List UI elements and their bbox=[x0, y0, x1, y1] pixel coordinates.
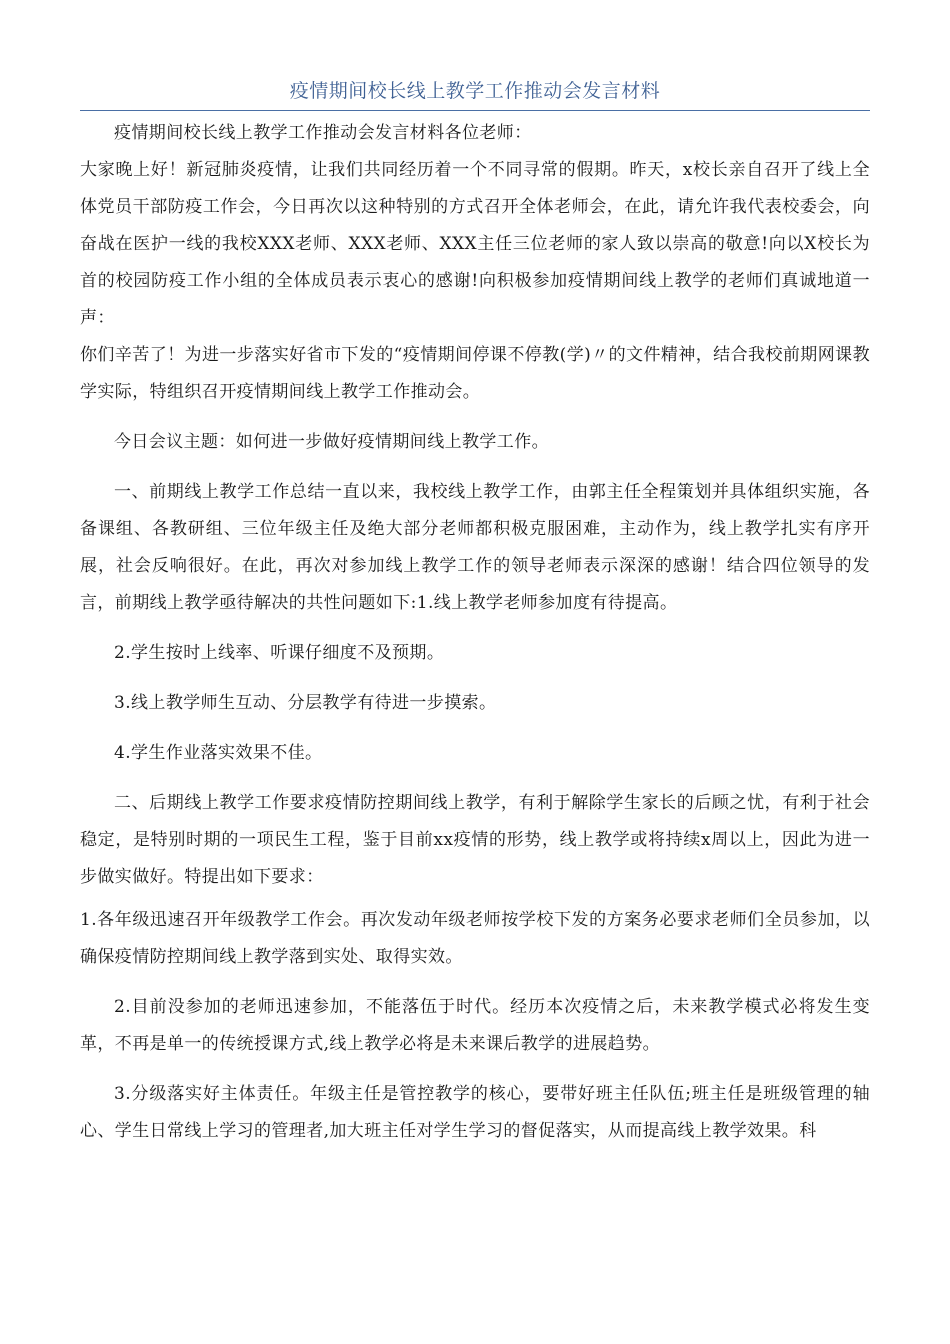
paragraph-thanks: 你们辛苦了！为进一步落实好省市下发的“疫情期间停课不停教(学)〃的文件精神，结合我校前期网课教学实际，特组织召开疫情期间线上教学工作推动会。 bbox=[80, 345, 870, 402]
paragraph-requirement-1: 1.各年级迅速召开年级教学工作会。再次发动年级老师按学校下发的方案务必要求老师们全员参加，以确保疫情防控期间线上教学落到实处、取得实效。 bbox=[80, 910, 870, 967]
paragraph-problem-3: 3.线上教学师生互动、分层教学有待进一步摸索。 bbox=[114, 693, 497, 713]
paragraph-requirement-3: 3.分级落实好主体责任。年级主任是管控教学的核心，要带好班主任队伍;班主任是班级管理的轴心、学生日常线上学习的管理者,加大班主任对学生学习的督促落实，从而提高线上教学效果。科 bbox=[80, 1084, 870, 1141]
document-body bbox=[80, 115, 870, 1150]
paragraph-theme: 今日会议主题：如何进一步做好疫情期间线上教学工作。 bbox=[114, 432, 549, 452]
paragraph-greeting: 大家晚上好！新冠肺炎疫情，让我们共同经历着一个不同寻常的假期。昨天，x校长亲自召开了线上全体党员干部防疫工作会，今日再次以这种特别的方式召开全体老师会，在此，请允许我代表校委会，向奋战在医护一线的我校XXX老师、XXX老师、XXX主任三位老师的家人致以崇高的敬意!向以X校长为首的校园防疫工作小组的全体成员表示衷心的感谢!向积极参加疫情期间线上教学的老师们真诚地道一声： bbox=[80, 160, 870, 328]
paragraph-salutation: 疫情期间校长线上教学工作推动会发言材料各位老师： bbox=[114, 123, 532, 143]
paragraph-problem-2: 2.学生按时上线率、听课仔细度不及预期。 bbox=[114, 643, 445, 663]
page-header bbox=[80, 78, 870, 111]
paragraph-section-one: 一、前期线上教学工作总结一直以来，我校线上教学工作，由郭主任全程策划并具体组织实施，各备课组、各教研组、三位年级主任及绝大部分老师都积极克服困难，主动作为，线上教学扎实有序开展，社会反响很好。在此，再次对参加线上教学工作的领导老师表示深深的感谢！结合四位领导的发言，前期线上教学亟待解决的共性问题如下:1.线上教学老师参加度有待提高。 bbox=[80, 482, 870, 613]
paragraph-requirement-2: 2.目前没参加的老师迅速参加，不能落伍于时代。经历本次疫情之后，未来教学模式必将发生变革，不再是单一的传统授课方式,线上教学必将是未来课后教学的进展趋势。 bbox=[80, 997, 870, 1054]
paragraph-section-two: 二、后期线上教学工作要求疫情防控期间线上教学，有利于解除学生家长的后顾之忧，有利于社会稳定，是特别时期的一项民生工程，鉴于目前xx疫情的形势，线上教学或将持续x周以上，因此为进一步做实做好。特提出如下要求： bbox=[80, 793, 870, 887]
document-title: 疫情期间校长线上教学工作推动会发言材料 bbox=[289, 80, 661, 102]
paragraph-problem-4: 4.学生作业落实效果不佳。 bbox=[114, 743, 323, 763]
